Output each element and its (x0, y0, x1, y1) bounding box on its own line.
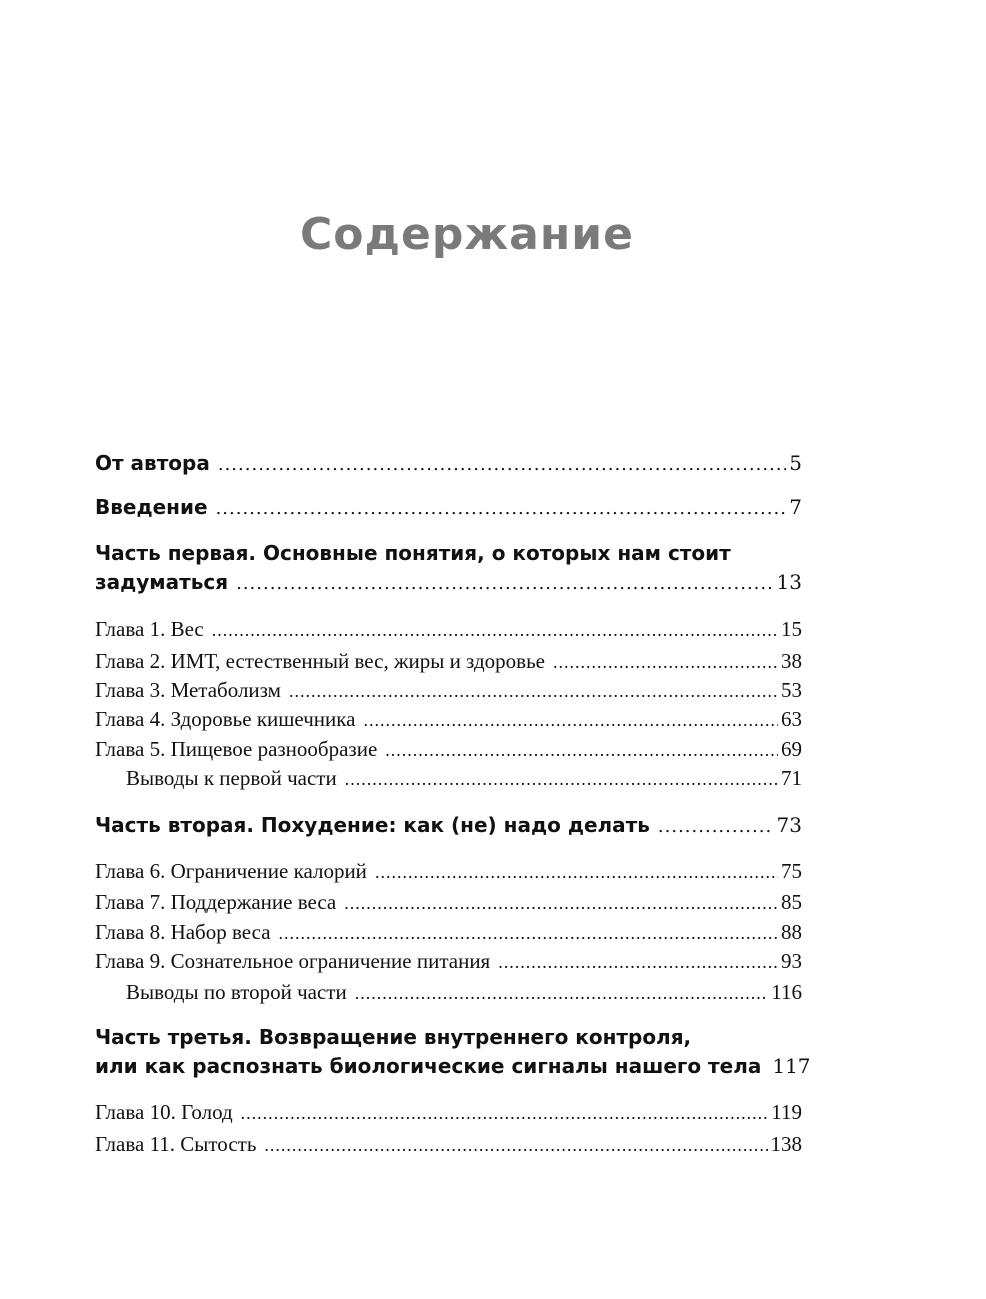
toc-entry-title: Глава 4. Здоровье кишечника (95, 707, 356, 731)
leader-dots (658, 814, 774, 840)
toc-entry-title: Глава 9. Сознательное ограничение питания (95, 949, 491, 973)
toc-entry-title: Глава 3. Метаболизм (95, 678, 281, 702)
toc-entry-page: 38 (781, 649, 802, 673)
toc-entry-page: 73 (776, 813, 802, 837)
leader-dots (375, 859, 778, 885)
toc-entry-title: Глава 5. Пищевое разнообразие (95, 737, 378, 761)
leader-dots (236, 571, 773, 597)
toc-entry-page: 88 (781, 920, 802, 944)
toc-entry-chapter[interactable] (95, 616, 802, 643)
leader-dots (218, 452, 786, 478)
leader-dots (345, 766, 778, 792)
toc-entry-title: Глава 10. Голод (95, 1100, 233, 1124)
toc-entry-chapter[interactable] (95, 677, 802, 704)
page-title: Содержание (300, 209, 634, 260)
toc-entry-chapter[interactable] (95, 1131, 802, 1158)
toc-entry-title: От автора (95, 451, 210, 475)
toc-entry-page: 5 (789, 451, 802, 475)
leader-dots (264, 1132, 767, 1158)
toc-entry-page: 71 (781, 766, 802, 790)
toc-entry-page: 13 (776, 570, 802, 594)
leader-dots (212, 617, 778, 643)
toc-entry-chapter[interactable] (95, 889, 802, 916)
leader-dots (363, 707, 778, 733)
toc-entry-page: 85 (781, 890, 802, 914)
leader-dots (498, 949, 778, 975)
leader-dots (385, 737, 778, 763)
leader-dots (241, 1100, 769, 1126)
leader-dots (279, 920, 778, 946)
leader-dots (289, 678, 778, 704)
toc-entry-page: 119 (771, 1100, 802, 1124)
leader-dots (344, 890, 778, 916)
toc-entry-title: Часть вторая. Похудение: как (не) надо делать (95, 813, 650, 837)
toc-entry-page: 53 (781, 678, 802, 702)
toc-entry-chapter[interactable] (95, 948, 802, 975)
toc-entry-page: 138 (770, 1132, 802, 1156)
toc-entry-chapter[interactable] (95, 858, 802, 885)
toc-entry-part2[interactable] (95, 812, 802, 840)
toc-entry-title: или как распознать биологические сигналы нашего тела (95, 1054, 762, 1078)
toc-entry-chapter[interactable] (95, 1099, 802, 1126)
toc-part-heading: Часть первая. Основные понятия, о которых нам стоит (95, 541, 731, 565)
toc-entry-page: 75 (781, 859, 802, 883)
toc-entry-title: Глава 2. ИМТ, естественный вес, жиры и здоровье (95, 649, 545, 673)
toc-entry-title: Глава 6. Ограничение калорий (95, 859, 367, 883)
leader-dots (216, 496, 787, 522)
toc-entry-title: Выводы по второй части (126, 980, 347, 1004)
toc-entry-page: 7 (789, 495, 802, 519)
toc-entry-title: Глава 1. Вес (95, 617, 204, 641)
toc-part-heading: Часть третья. Возвращение внутреннего контроля, (95, 1025, 692, 1049)
toc-entry-part1[interactable] (95, 569, 802, 597)
toc-entry-intro[interactable] (95, 494, 802, 522)
toc-entry-page: 116 (771, 980, 802, 1004)
toc-entry-page: 15 (781, 617, 802, 641)
toc-entry-title: Глава 11. Сытость (95, 1132, 257, 1156)
toc-entry-chapter[interactable] (95, 736, 802, 763)
toc-entry-part3[interactable] (95, 1053, 811, 1081)
leader-dots (355, 980, 769, 1006)
toc-entry-title: Глава 7. Поддержание веса (95, 890, 337, 914)
toc-entry-title: задуматься (95, 570, 229, 594)
toc-entry-title: Выводы к первой части (126, 766, 337, 790)
toc-entry-title: Глава 8. Набор веса (95, 920, 271, 944)
toc-entry-author[interactable] (95, 450, 802, 478)
toc-entry-chapter[interactable] (95, 919, 802, 946)
toc-entry-page: 93 (781, 949, 802, 973)
toc-entry-chapter[interactable] (95, 706, 802, 733)
toc-entry-title: Введение (95, 495, 208, 519)
toc-entry-page: 69 (781, 737, 802, 761)
toc-entry-page: 117 (772, 1054, 811, 1078)
toc-entry-summary[interactable] (95, 979, 802, 1006)
leader-dots (553, 649, 778, 675)
toc-entry-chapter[interactable] (95, 648, 802, 675)
toc-entry-summary[interactable] (95, 765, 802, 792)
toc-entry-page: 63 (781, 707, 802, 731)
